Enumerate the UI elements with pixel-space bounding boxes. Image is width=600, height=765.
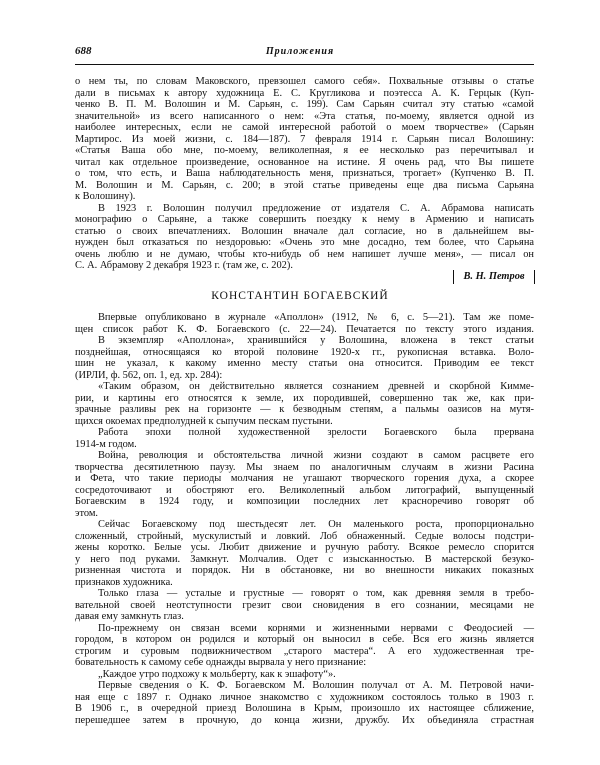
text-line: В экземпляр «Аполлона», хранившийся у Волошина, вложена в текст статьи — [98, 335, 534, 346]
running-title: Приложения — [265, 46, 335, 57]
text-line: и Фета, что такие периоды молчания не угашают творческого горения духа, а скорее — [75, 473, 534, 484]
text-line: «Статья Ваша обо мне, по-моему, великолепная, я ее несколько раз перечитывал и — [75, 145, 534, 156]
text-line: сложенный, стройный, мускулистый и ловкий. Лоб обнаженный. Седые волосы подстри- — [75, 530, 534, 542]
text-line: у него под руками. Замкнут. Молчалив. Одет с изысканностью. В мастерской безуко- — [75, 553, 534, 565]
text-line: Мартирос. Из моей жизни, с. 184—187). 7 февраля 1914 г. Сарьян писал Волошину: — [75, 133, 534, 145]
text-line: По-прежнему он связан всеми корнями и жизненными нервами с Феодосией — — [98, 622, 534, 634]
text-line: перешедшее затем в прочную, до конца жизни, дружбу. Их объединяла страстная — [75, 714, 534, 726]
text-line: позднейшая, относящаяся ко второй половине 1920-х гг., рукописная вставка. Воло- — [75, 346, 534, 358]
section-title: КОНСТАНТИН БОГАЕВСКИЙ — [211, 290, 389, 302]
text-line: вательной своей неотступности грезит свои сновидения в его сознании, месяцами не — [75, 599, 534, 611]
text-line: Сейчас Богаевскому под шестьдесят лет. Он маленького роста, пропорционально — [98, 519, 534, 530]
page-number: 688 — [75, 45, 92, 57]
text-line: щихся окоемах предполудней к сыпучим пескам пустыни. — [75, 415, 333, 427]
text-line: шин не указал, к какому именно месту статьи она относится. Приводим ее текст — [75, 358, 534, 369]
text-line: о нем ты, по словам Маковского, превзошел самого себя». Похвальные отзывы о статье — [75, 76, 534, 87]
text-line: монографию о Сарьяне, а также совершить поездку к нему в Армению и написать — [75, 214, 534, 225]
text-line: Только глаза — усталые и грустные — говорят о том, как древняя земля в требо- — [98, 588, 534, 599]
text-line: строгим и суровым подвижничеством „старого мастера“. А его художественная тре- — [75, 645, 534, 657]
text-line: Работа эпохи полной художественной зрелости Богаевского была прервана — [98, 427, 534, 438]
text-line: В 1923 г. Волошин получил предложение от издателя С. А. Абрамова написать — [98, 202, 534, 214]
text-block-sarian-notes — [75, 76, 534, 272]
text-line: давая ему замкнуть глаз. — [75, 611, 184, 622]
text-line: о том, что есть, и Ваша наблюдательность меня, признаться, трогает» (Купченко В. П. — [75, 168, 534, 179]
text-line: рии, и картины его относятся к земле, их породившей, совершенно так же, как при- — [75, 392, 534, 404]
text-line: дали в письмах к автору художница Е. С. Кругликова и поэтесса А. К. Герцык (Куп- — [75, 87, 534, 99]
text-line: (ИРЛИ, ф. 562, оп. 1, ед. хр. 284): — [75, 369, 223, 381]
text-line: статью о своих впечатлениях. Волошин вначале дал согласие, но в дальнейшем вы- — [75, 225, 534, 237]
text-line: признаков художника. — [75, 576, 173, 588]
text-line: нужден был отказаться по нездоровью: «Очень это мне досадно, тем более, что Сарьяна — [75, 237, 534, 248]
text-line: щен список работ К. Ф. Богаевского (с. 22—24). Печатается по тексту этого издания. — [75, 323, 534, 335]
text-line: Война, революция и обстоятельства личной жизни создают в самом расцвете его — [98, 450, 534, 461]
text-line: В 1906 г., в очередной приезд Волошина в Крым, произошло их настоящее сближение, — [75, 703, 534, 714]
text-block-bogaevsky-notes — [75, 312, 534, 726]
text-line: очень люблю и не думаю, чтобы кто-нибудь об нем напишет лучше меня», — писал он — [75, 248, 534, 260]
text-line: городом, в котором он родился и который он выносил в себе. Вся его жизнь является — [75, 634, 534, 645]
text-line: читал как отдельное произведение, основанное на истине. Я очень рад, что Вы пишете — [75, 156, 534, 168]
text-line: Впервые опубликовано в журнале «Аполлон» (1912, № 6, с. 5—21). Там же поме- — [98, 312, 534, 323]
text-line: сосредоточивают и обостряют его. Великолепный альбом литографий, выпущенный — [75, 484, 534, 496]
text-line: ченко В. П. М. Волошин и М. Сарьян, с. 199). Сам Сарьян считал эту статью «самой — [75, 99, 534, 110]
text-line: 1914-м годом. — [75, 438, 137, 450]
header-rule — [75, 64, 534, 65]
text-line: жены коротко. Белые усы. Любит движение и ручную работу. Всякое ремесло спорится — [75, 542, 534, 553]
text-line: ная еще с 1897 г. Однако личное знакомство с художником состоялось только в 1903 г. — [75, 691, 534, 703]
text-line: М. Волошин и М. Сарьян, с. 200; в этой статье приведены еще два письма Сарьяна — [75, 179, 534, 191]
text-line: к Волошину). — [75, 191, 136, 202]
text-line: зрачные разливы рек на горизонте — к безводным степям, а пальмы оазисов на мутя- — [75, 404, 534, 415]
text-line: бовательность к самому себе однажды вырвала у него признание: — [75, 657, 367, 668]
text-line: Первые сведения о К. Ф. Богаевском М. Волошин получал от А. М. Петровой начи- — [98, 680, 534, 691]
text-line: наиболее интересных, если не самой интересной работой о моем творчестве» (Сарьян — [75, 122, 534, 133]
text-line: Богаевским в 1924 году, и композиции последних лет красноречиво говорят об — [75, 496, 534, 507]
text-line: творчества десятилетнюю паузу. Мы знаем по аналогичным случаям в жизни Расина — [75, 461, 534, 473]
text-line: значительной» из всего написанного о нем: «Эта статья, по-моему, является одной из — [75, 110, 534, 122]
text-line: этом. — [75, 507, 99, 519]
text-line: ризненная чистота и порядок. Ни в обстановке, ни во внешности никаких показных — [75, 565, 534, 576]
author-signature: В. Н. Петров — [453, 270, 535, 284]
text-line: С. А. Абрамову 2 декабря 1923 г. (там же, с. 202). — [75, 260, 293, 271]
text-line: „Каждое утро подхожу к мольберту, как к эшафоту“». — [98, 668, 336, 680]
text-line: «Таким образом, он действительно является сознанием древней и скорбной Кимме- — [98, 381, 534, 392]
